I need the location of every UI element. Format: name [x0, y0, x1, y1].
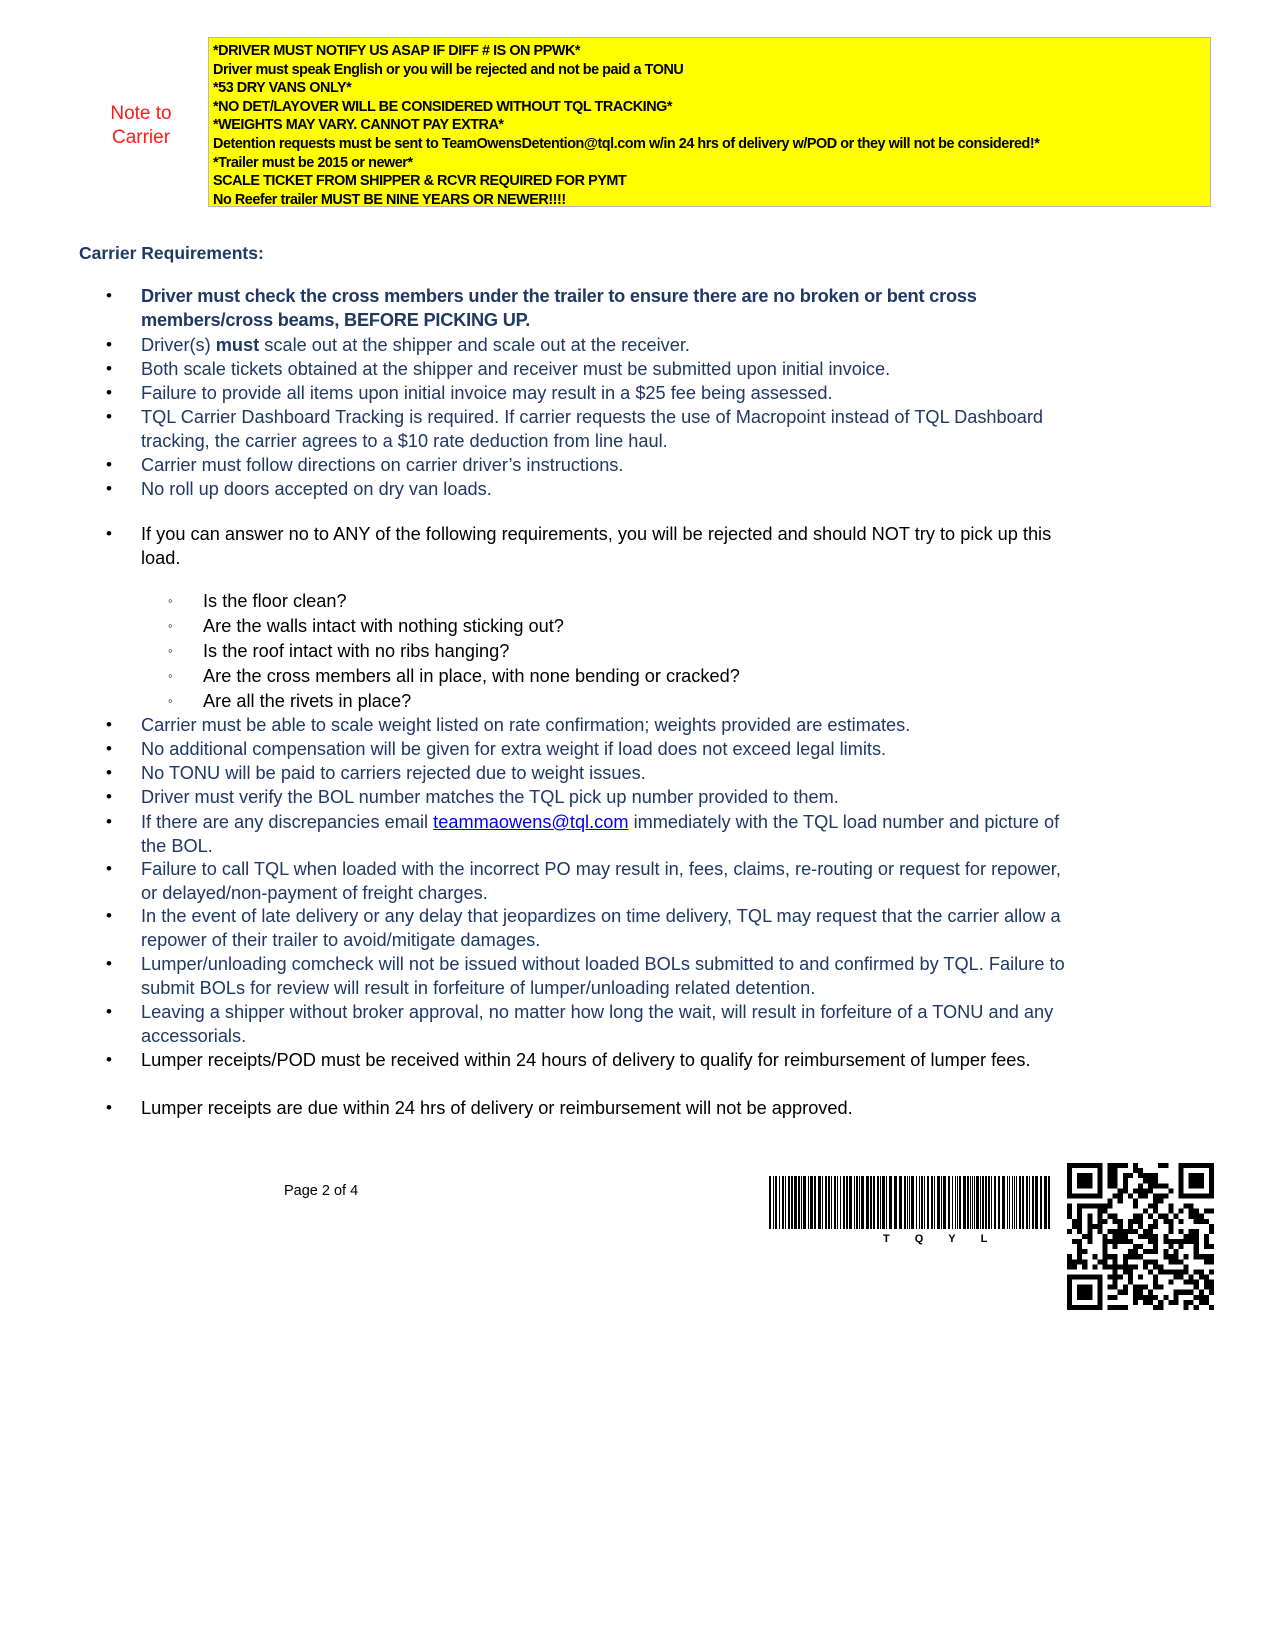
list-item-text: Lumper receipts/POD must be received within 24 hours of delivery to qualify for reimbursement of lumper fees.: [141, 1050, 1031, 1070]
sub-bullet-marker: ◦: [168, 693, 173, 708]
sub-list-item-text: Is the roof intact with no ribs hanging?: [203, 641, 510, 661]
bullet-marker: •: [106, 859, 112, 878]
bullet-marker: •: [106, 763, 112, 782]
list-item-text: TQL Carrier Dashboard Tracking is required. If carrier requests the use of Macropoint instead of TQL Dashboard tracking, the carrier agrees to a $10 rate deduction from line haul.: [141, 407, 1044, 452]
carrier-notice-box: [208, 37, 1211, 207]
list-item-text: If you can answer no to ANY of the following requirements, you will be rejected and should NOT try to pick up this load.: [141, 524, 1052, 569]
bullet-marker: •: [106, 359, 112, 378]
qr-code-image: [1067, 1163, 1214, 1310]
bullet-marker: •: [106, 954, 112, 973]
list-item-text: Carrier must be able to scale weight listed on rate confirmation; weights provided are estimates.: [141, 715, 911, 735]
carrier-requirements-heading: Carrier Requirements:: [79, 243, 264, 263]
list-item-text: Leaving a shipper without broker approval, no matter how long the wait, will result in forfeiture of a TONU and any accessorials.: [141, 1002, 1054, 1047]
notice-line: Detention requests must be sent to TeamOwensDetention@tql.com w/in 24 hrs of delivery w/POD or they will not be considered!*: [213, 135, 1040, 152]
sub-list-item-text: Are all the rivets in place?: [203, 691, 412, 711]
barcode-caption: TQYL: [883, 1233, 1013, 1245]
sub-bullet-marker: ◦: [168, 618, 173, 633]
list-item-text: Failure to call TQL when loaded with the incorrect PO may result in, fees, claims, re-routing or request for repower, or delayed/non-payment of freight charges.: [141, 859, 1061, 904]
list-item-text: Lumper/unloading comcheck will not be issued without loaded BOLs submitted to and confirmed by TQL. Failure to submit BOLs for review will result in forfeiture of lumper/unloading related detention.: [141, 954, 1065, 999]
bullet-marker: •: [106, 739, 112, 758]
list-item-text: Both scale tickets obtained at the shipper and receiver must be submitted upon initial invoice.: [141, 359, 891, 379]
list-item-text: In the event of late delivery or any delay that jeopardizes on time delivery, TQL may request that the carrier allow a repower of their trailer to avoid/mitigate damages.: [141, 906, 1061, 951]
bullet-marker: •: [106, 787, 112, 806]
list-item-text: No additional compensation will be given for extra weight if load does not exceed legal limits.: [141, 739, 887, 759]
list-item-text: No TONU will be paid to carriers rejected due to weight issues.: [141, 763, 646, 783]
list-item-text: [141, 333, 1081, 357]
bullet-marker: •: [106, 1050, 112, 1069]
note-to-carrier-label: Note to Carrier: [110, 103, 172, 148]
notice-line: SCALE TICKET FROM SHIPPER & RCVR REQUIRED FOR PYMT: [213, 173, 627, 190]
notice-line: Driver must speak English or you will be rejected and not be paid a TONU: [213, 61, 684, 78]
bullet-marker: •: [106, 1098, 112, 1117]
list-item-text: Driver must check the cross members under the trailer to ensure there are no broken or bent cross members/cross beams, BEFORE PICKING UP.: [141, 286, 977, 331]
notice-line: *53 DRY VANS ONLY*: [213, 80, 352, 97]
bullet-marker: •: [106, 479, 112, 498]
list-item-text: Driver must verify the BOL number matches the TQL pick up number provided to them.: [141, 787, 839, 807]
bullet-marker: •: [106, 286, 112, 305]
list-item-text: Lumper receipts are due within 24 hrs of delivery or reimbursement will not be approved.: [141, 1098, 853, 1118]
notice-line: *NO DET/LAYOVER WILL BE CONSIDERED WITHOUT TQL TRACKING*: [213, 98, 673, 115]
sub-bullet-marker: ◦: [168, 668, 173, 683]
page-number: Page 2 of 4: [284, 1183, 359, 1199]
bullet-marker: •: [106, 335, 112, 354]
text-run-bold: must: [215, 335, 260, 355]
bullet-marker: •: [106, 407, 112, 426]
notice-line: *WEIGHTS MAY VARY. CANNOT PAY EXTRA*: [213, 117, 504, 134]
sub-list-item-text: Are the cross members all in place, with none bending or cracked?: [203, 666, 740, 686]
bullet-marker: •: [106, 524, 112, 543]
sub-bullet-marker: ◦: [168, 643, 173, 658]
text-run: scale out at the shipper and scale out at the receiver.: [259, 335, 690, 355]
notice-line: *DRIVER MUST NOTIFY US ASAP IF DIFF # IS ON PPWK*: [213, 43, 581, 59]
list-item-text: Carrier must follow directions on carrier driver’s instructions.: [141, 455, 624, 475]
text-run: If there are any discrepancies email: [141, 812, 434, 832]
notice-line: *Trailer must be 2015 or newer*: [213, 154, 413, 171]
bullet-marker: •: [106, 715, 112, 734]
bullet-marker: •: [106, 1002, 112, 1021]
bullet-marker: •: [106, 383, 112, 402]
text-run: immediately with the TQL load number and picture of the BOL.: [141, 812, 1060, 857]
list-item-text: [141, 810, 1081, 858]
bullet-marker: •: [106, 455, 112, 474]
list-item-text: No roll up doors accepted on dry van loads.: [141, 479, 492, 499]
sub-bullet-marker: ◦: [168, 593, 173, 608]
text-run: Driver(s): [141, 335, 216, 355]
bullet-marker: •: [106, 906, 112, 925]
sub-list-item-text: Is the floor clean?: [203, 591, 347, 611]
email-link[interactable]: teammaowens@tql.com: [433, 812, 629, 832]
list-item-text: Failure to provide all items upon initial invoice may result in a $25 fee being assessed.: [141, 383, 833, 403]
sub-list-item-text: Are the walls intact with nothing sticking out?: [203, 616, 564, 636]
bullet-marker: •: [106, 812, 112, 831]
barcode-image: [769, 1176, 1051, 1229]
notice-line: No Reefer trailer MUST BE NINE YEARS OR NEWER!!!!: [213, 191, 566, 208]
